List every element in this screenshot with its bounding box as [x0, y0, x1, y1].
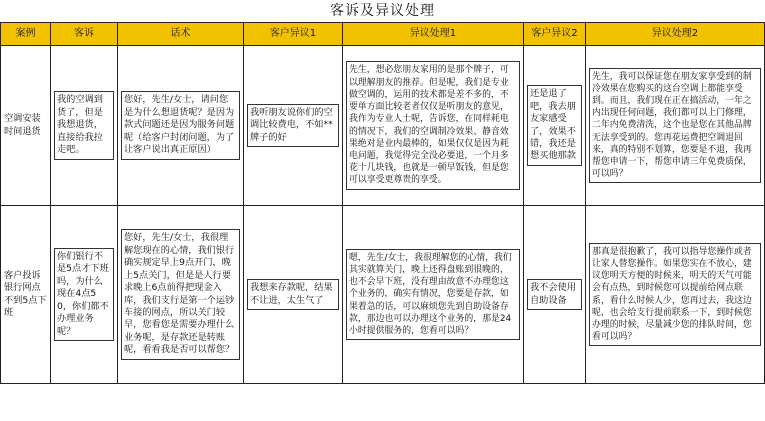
cell-case — [1, 206, 51, 384]
cell-handling2 — [586, 46, 765, 206]
header-complaint: 客诉 — [51, 23, 118, 46]
case-label: 空调安装时间退货 — [4, 113, 41, 137]
header-script: 话术 — [118, 23, 244, 46]
table-row — [1, 46, 765, 206]
handling1-textbox: 嗯，先生/女士，我很理解您的心情，我们其实就算关门，晚上还得盘账到很晚的，也不会早下班，没有理由故意不办理您这个业务的，确实有情况，您要是存款，如果着急的话，可以麻烦您先到自助设备存款，那边也可以办理这个业务的，那是24小时提供服务的，您看可以吗？ — [346, 249, 520, 340]
cell-handling2 — [586, 206, 765, 384]
handling1-textbox: 先生，想必您朋友家用的是那个牌子，可以理解朋友的推荐。但是呢，我们是专业做空调的，运用的技术都是差不多的，不要单方面比较老者仅仅是听朋友的意见，我作为专业人士呢，告诉您，在同样耗电的情况下，我们的空调制冷效果、静音效果绝对是业内最棒的，如果仅仅是因为耗电问题，我觉得完全没必要退，一个月多花十几块钱，也就是一顿早饭钱，但是您可以享受更尊贵的享受。 — [346, 61, 520, 189]
cell-objection1 — [244, 46, 343, 206]
complaint-table — [0, 22, 765, 384]
objection1-textbox: 我想来存款呢，结果不让进，太生气了 — [247, 279, 339, 310]
cell-complaint — [51, 46, 118, 206]
header-case: 案例 — [1, 23, 51, 46]
table-row — [1, 206, 765, 384]
objection2-textbox: 还是退了吧，我去朋友家感受了，效果不错，我还是想买他那款 — [527, 85, 582, 165]
cell-objection1 — [244, 206, 343, 384]
cell-handling1 — [343, 206, 524, 384]
script-textbox: 您好，先生/女士，请问您是为什么想退货呢？是因为款式问题还是因为服务问题呢（给客户封闭问题，为了让客户说出真正原因） — [121, 91, 240, 159]
header-handling2: 异议处理2 — [586, 23, 765, 46]
cell-objection2 — [524, 206, 586, 384]
header-handling1: 异议处理1 — [343, 23, 524, 46]
cell-objection2 — [524, 46, 586, 206]
cell-script — [118, 206, 244, 384]
complaint-textbox: 你们银行不是5点才下班吗，为什么现在4点50，你们都不办理业务呢？ — [54, 248, 114, 341]
handling2-textbox: 那真是很抱歉了，我可以指导您操作或者让家人替您操作。如果您实在不放心，建议您明天方便的时候来，明天的天气可能会有点热，到时候您可以提前给网点联系，看什么时候人少，您再过去，我这边呢，也会给支行提前联系一下，到时候您办理的时候，尽量减少您的排队时间，您看可以吗？ — [589, 243, 761, 347]
page-title: 客诉及异议处理 — [330, 3, 435, 19]
case-label: 客户投诉银行网点不到5点下班 — [4, 269, 47, 318]
table-header-row — [1, 23, 765, 46]
handling2-textbox: 先生，我可以保证您在朋友家享受到的制冷效果在您购买的这台空调上都能享受到。而且，我们现在正在搞活动，一年之内出现任何问题，我们都可以上门修理，二年内免费清洗，这个也是您在其他品牌无法享受到的。您再花运费把空调退回来，真的特别不划算，您要是不退，我再帮您申请一下，帮您申请三年免费质保，可以吗？ — [589, 68, 761, 184]
cell-handling1 — [343, 46, 524, 206]
script-textbox: 您好，先生/女士，我很理解您现在的心情，我们银行确实规定早上9点开门，晚上5点关门，但是是人行要求晚上6点前得把现金入库，我们支行是第一个运钞车接的网点，所以关门较早，您看您是需要办理什么业务呢，是存款还是转账呢，看看我是否可以帮您？ — [121, 229, 240, 359]
cell-complaint — [51, 206, 118, 384]
header-objection1: 客户异议1 — [244, 23, 343, 46]
objection2-textbox: 我不会使用自助设备 — [527, 279, 582, 310]
cell-script — [118, 46, 244, 206]
objection1-textbox: 我听朋友说你们的空调比较费电，不如**牌子的好 — [247, 104, 339, 147]
cell-case — [1, 46, 51, 206]
complaint-textbox: 我的空调到货了，但是我想退货，直接给我拉走吧。 — [54, 91, 114, 159]
header-objection2: 客户异议2 — [524, 23, 586, 46]
